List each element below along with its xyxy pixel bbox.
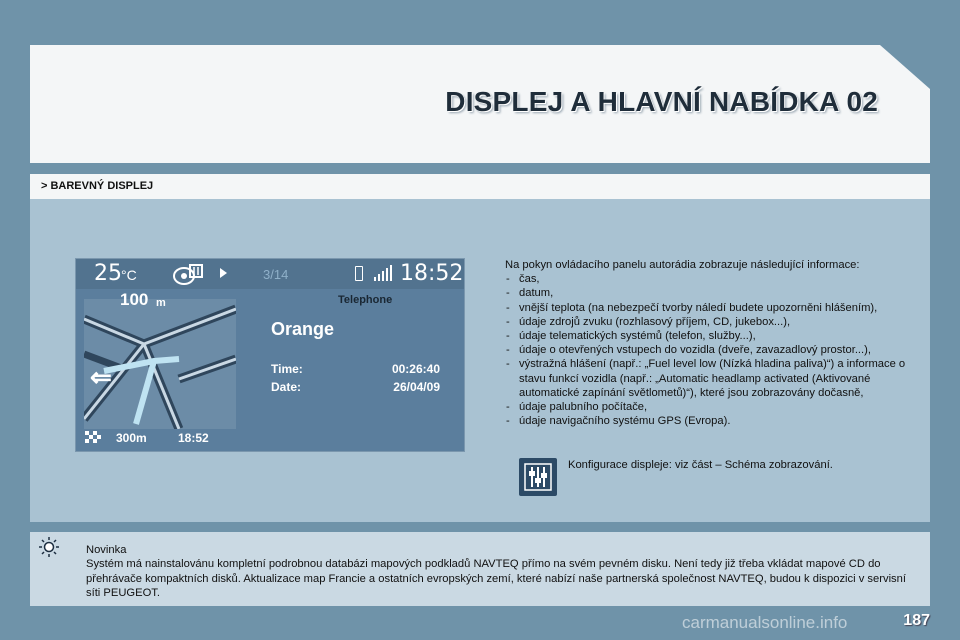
- section-heading: > BAREVNÝ DISPLEJ: [41, 180, 154, 192]
- list-item: - vnější teplota (na nebezpečí tvorby náledí budete upozorněni hlášením),: [505, 301, 925, 315]
- display-date-label: Date:: [271, 380, 302, 394]
- info-block: [505, 258, 925, 428]
- list-item: - údaje zdrojů zvuku (rozhlasový příjem, CD, jukebox...),: [505, 315, 925, 329]
- sliders-icon: [519, 458, 557, 496]
- display-date-value: 26/04/09: [393, 380, 440, 394]
- sun-icon: [38, 536, 60, 558]
- list-item: - datum,: [505, 286, 925, 300]
- list-item: - čas,: [505, 272, 925, 286]
- display-config-icon: [519, 458, 557, 496]
- list-item: - výstražná hlášení (např.: „Fuel level low (Nízká hladina paliva)“) a informace o stavu funkcí vozidla (např.: „Automatic headlamp activated (Aktivované automatické zapínání světlometů)“), které jsou zobrazovány dočasně,: [505, 357, 925, 400]
- display-next-turn-unit: m: [156, 297, 166, 309]
- watermark: carmanualsonline.info: [682, 613, 848, 632]
- news-title: Novinka: [86, 544, 127, 556]
- display-operator: Orange: [271, 319, 335, 339]
- list-item: - údaje navigačního systému GPS (Evropa).: [505, 414, 925, 428]
- display-telephone-header: Telephone: [338, 294, 393, 306]
- config-note: Konfigurace displeje: viz část – Schéma zobrazování.: [568, 459, 833, 471]
- news-text: Systém má nainstalovánu kompletní podrobnou databázi mapových podkladů NAVTEQ přímo na svém pevném disku. Není tedy již třeba vkládat mapové CD do přehrávače kompaktních disků. Aktualizace map Francie a ostatních evropských zemí, které nabízí naše partnerská společnost NAVTEQ, budou k dispozici v servisní síti PEUGEOT.: [86, 558, 906, 599]
- turn-left-arrow-icon: ⇐: [90, 362, 112, 392]
- list-item: - údaje palubního počítače,: [505, 400, 925, 414]
- info-intro: Na pokyn ovládacího panelu autorádia zobrazuje následující informace:: [505, 259, 860, 271]
- info-list: [505, 272, 925, 428]
- display-next-turn-distance: 100: [120, 290, 149, 309]
- audio-source-icon: [172, 261, 206, 287]
- display-temperature: 25: [94, 261, 122, 286]
- display-call-time-label: Time:: [271, 362, 303, 376]
- section-bar: [30, 174, 930, 199]
- display-track: 3/14: [263, 267, 289, 282]
- destination-flag-icon: [85, 431, 103, 445]
- list-item: - údaje o otevřených vstupech do vozidla (dveře, zavazadlový prostor...),: [505, 343, 925, 357]
- phone-icon: [355, 266, 363, 281]
- display-remaining-distance: 300m: [116, 431, 147, 445]
- display-clock: 18:52: [400, 261, 464, 286]
- page-number: 187: [903, 612, 930, 629]
- display-eta: 18:52: [178, 431, 209, 445]
- page-title: DISPLEJ A HLAVNÍ NABÍDKA 02: [445, 86, 878, 117]
- color-display-screenshot: [75, 258, 465, 452]
- signal-strength-icon: [374, 265, 392, 281]
- display-temperature-unit: °C: [121, 267, 137, 283]
- display-call-time-value: 00:26:40: [391, 362, 440, 376]
- list-item: - údaje telematických systémů (telefon, služby...),: [505, 329, 925, 343]
- play-icon: [220, 268, 227, 278]
